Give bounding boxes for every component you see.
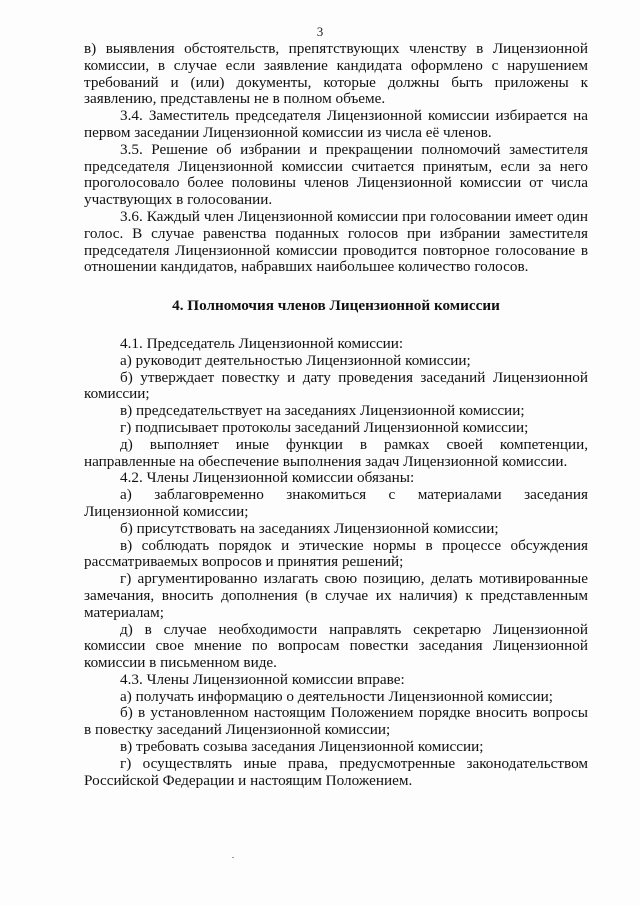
paragraph-p-4-1-d: д) выполняет иные функции в рамках своей компетенции, направленные на обеспечение выполнения задач Лицензионной комиссии. bbox=[84, 435, 588, 470]
page-number: 3 bbox=[316, 24, 324, 39]
paragraph-p-3-3-v: в) выявления обстоятельств, препятствующих членству в Лицензионной комиссии, в случае если заявление кандидата оформлено с нарушением требований и (или) документы, которые должны быть приложены к заявлению, представлены не в полном объеме. bbox=[84, 40, 588, 108]
section-4-body bbox=[84, 336, 588, 790]
paragraph-p-4-3-g: г) осуществлять иные права, предусмотренные законодательством Российской Федерации и настоящим Положением. bbox=[84, 754, 588, 789]
paragraph-p-4-3-v: в) требовать созыва заседания Лицензионной комиссии; bbox=[120, 738, 484, 756]
section-3-continued bbox=[84, 41, 588, 276]
paragraph-p-4-3-a: а) получать информацию о деятельности Лицензионной комиссии; bbox=[120, 687, 553, 705]
paragraph-p-3-6: 3.6. Каждый член Лицензионной комиссии при голосовании имеет один голос. В случае равенства поданных голосов при избрании заместителя председателя Лицензионной комиссии проводится повторное голосование в отношении кандидатов, набравших наибольшее количество голосов. bbox=[84, 207, 588, 276]
paragraph-p-4-3-b: б) в установленном настоящим Положением порядке вносить вопросы в повестку заседаний Лицензионной комиссии; bbox=[84, 704, 588, 739]
paragraph-p-4-2-a: а) заблаговременно знакомиться с материалами заседания Лицензионной комиссии; bbox=[84, 486, 588, 520]
document-body bbox=[84, 41, 588, 789]
section-heading: 4. Полномочия членов Лицензионной комиссии bbox=[172, 297, 500, 315]
paragraph-p-4-2-d: д) в случае необходимости направлять секретарю Лицензионной комиссии свое мнение по вопросам повестки заседания Лицензионной комиссии в письменном виде. bbox=[84, 620, 588, 672]
paragraph-p-4-3: 4.3. Члены Лицензионной комиссии вправе: bbox=[120, 670, 405, 688]
paragraph-p-4-1-v: в) председательствует на заседаниях Лицензионной комиссии; bbox=[120, 402, 525, 420]
paragraph-p-4-1-b: б) утверждает повестку и дату проведения заседаний Лицензионной комиссии; bbox=[84, 368, 588, 403]
paragraph-p-4-2-v: в) соблюдать порядок и этические нормы в процессе обсуждения рассматриваемых вопросов и принятия решений; bbox=[84, 536, 588, 571]
scan-speck bbox=[232, 857, 234, 858]
paragraph-p-4-2-b: б) присутствовать на заседаниях Лицензионной комиссии; bbox=[120, 519, 499, 537]
paragraph-p-3-5: 3.5. Решение об избрании и прекращении полномочий заместителя председателя Лицензионной комиссии считается принятым, если за него проголосовало более половины членов Лицензионной комиссии от числа участвующих в голосовании. bbox=[84, 140, 588, 209]
paragraph-p-3-4: 3.4. Заместитель председателя Лицензионной комиссии избирается на первом заседании Лицензионной комиссии из числа её членов. bbox=[84, 107, 588, 141]
paragraph-p-4-2-g: г) аргументированно излагать свою позицию, делать мотивированные замечания, вносить дополнения (в случае их наличия) к представленным материалам; bbox=[84, 570, 588, 621]
paragraph-p-4-2: 4.2. Члены Лицензионной комиссии обязаны: bbox=[120, 469, 415, 487]
paragraph-p-4-1-a: а) руководит деятельностью Лицензионной комиссии; bbox=[120, 351, 471, 369]
paragraph-p-4-1: 4.1. Председатель Лицензионной комиссии: bbox=[120, 334, 404, 352]
paragraph-p-4-1-g: г) подписывает протоколы заседаний Лицензионной комиссии; bbox=[120, 418, 529, 436]
